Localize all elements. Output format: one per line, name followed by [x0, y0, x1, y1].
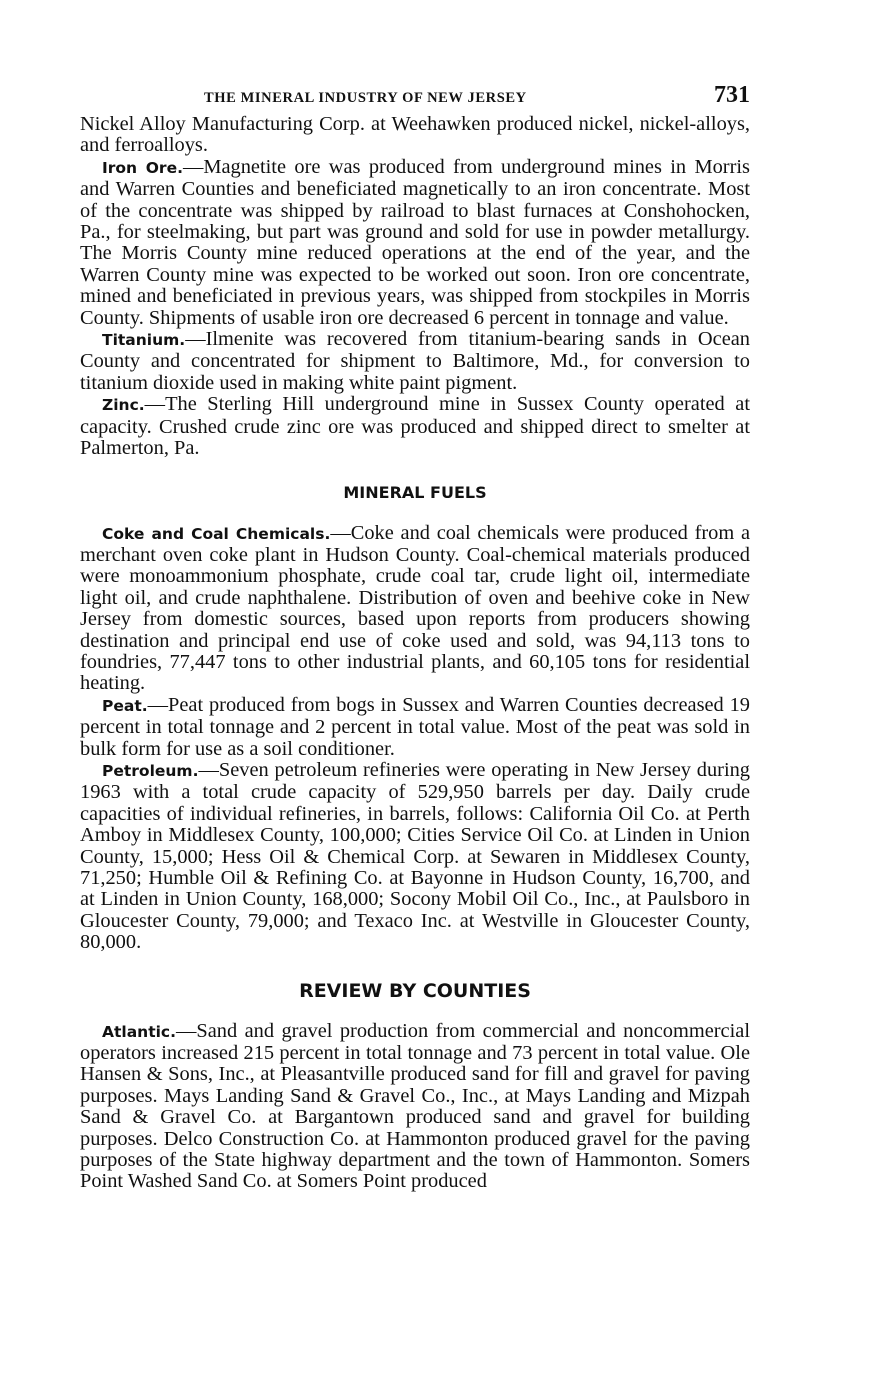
paragraph-titanium	[80, 329, 750, 394]
paragraph-body: —The Sterling Hill underground mine in Sussex County operated at capacity. Crushed crude zinc ore was produced and shipped direct to smelter at Palmerton, Pa.	[80, 393, 750, 460]
running-header	[80, 80, 750, 114]
run-in-head-petroleum: Petroleum.	[102, 761, 199, 780]
paragraph-body: —Peat produced from bogs in Sussex and Warren Counties decreased 19 percent in total tonnage and 2 percent in total value. Most of the peat was sold in bulk form for use as a soil conditioner.	[80, 693, 750, 760]
paragraph-body: —Seven petroleum refineries were operating in New Jersey during 1963 with a total crude capacity of 529,950 barrels per day. Daily crude capacities of individual refineries, in barrels, follows: California Oil Co. at Perth Amboy in Middlesex County, 100,000; Cities Service Oil Co. at Linden in Union County, 15,000; Hess Oil & Chemical Corp. at Sewaren in Middlesex County, 71,250; Humble Oil & Refining Co. at Bayonne in Hudson County, 16,700, and at Linden in Union County, 168,000; Socony Mobil Oil Co., Inc., at Paulsboro in Gloucester County, 79,000; and Texaco Inc. at Westville in Gloucester County, 80,000.	[80, 758, 750, 954]
paragraph-coke	[80, 523, 750, 695]
paragraph-nickel: Nickel Alloy Manufacturing Corp. at Weehawken produced nickel, nickel-alloys, and ferroalloys.	[80, 113, 750, 157]
run-in-head-atlantic: Atlantic.	[102, 1022, 177, 1041]
paragraph-body: —Magnetite ore was produced from underground mines in Morris and Warren Counties and beneficiated magnetically to an iron concentrate. Most of the concentrate was shipped by railroad to blast furnaces at Conshohocken, Pa., for steelmaking, but part was ground and sold for use in powder metallurgy. The Morris County mine reduced operations at the end of the year, and the Warren County mine was expected to be worked out soon. Iron ore concentrate, mined and beneficiated in previous years, was shipped from stockpiles in Morris County. Shipments of usable iron ore decreased 6 percent in tonnage and value.	[80, 155, 750, 329]
paragraph-body: —Sand and gravel production from commercial and noncommercial operators increased 215 percent in total tonnage and 73 percent in total value. Ole Hansen & Sons, Inc., at Pleasantville produced sand for fill and gravel for paving purposes. Mays Landing Sand & Gravel Co., Inc., at Mays Landing and Mizpah Sand & Gravel Co. at Bargantown produced sand and gravel for building purposes. Delco Construction Co. at Hammonton produced gravel for the paving purposes of the State highway department and the town of Hammonton. Somers Point Washed Sand Co. at Somers Point produced	[80, 1019, 750, 1193]
section-heading-mineral-fuels: MINERAL FUELS	[343, 482, 487, 502]
run-in-head-coke: Coke and Coal Chemicals.	[102, 524, 331, 543]
document-page	[80, 80, 750, 1193]
run-in-head-titanium: Titanium.	[102, 331, 186, 350]
paragraph-atlantic	[80, 1021, 750, 1193]
running-title: THE MINERAL INDUSTRY OF NEW JERSEY	[204, 90, 527, 106]
section-heading-review-by-counties: REVIEW BY COUNTIES	[299, 979, 531, 1002]
paragraph-body: —Ilmenite was recovered from titanium-bearing sands in Ocean County and concentrated for shipment to Baltimore, Md., for conversion to titanium dioxide used in making white paint pigment.	[80, 328, 750, 394]
page-number: 731	[714, 82, 750, 108]
paragraph-peat	[80, 695, 750, 760]
run-in-head-iron-ore: Iron Ore.	[102, 158, 183, 177]
paragraph-iron-ore	[80, 157, 750, 329]
run-in-head-peat: Peat.	[102, 696, 148, 715]
paragraph-body: —Coke and coal chemicals were produced from a merchant oven coke plant in Hudson County. Coal-chemical materials produced were monoammonium phosphate, crude coal tar, crude light oil, intermediate light oil, and crude naphthalene. Distribution of oven and beehive coke in New Jersey from domestic sources, based upon reports from producers showing destination and principal end use of coke used and sold, was 94,113 tons to foundries, 77,447 tons to other industrial plants, and 60,105 tons for residential heating.	[80, 521, 750, 695]
run-in-head-zinc: Zinc.	[102, 396, 145, 415]
paragraph-petroleum	[80, 760, 750, 954]
paragraph-zinc	[80, 394, 750, 459]
